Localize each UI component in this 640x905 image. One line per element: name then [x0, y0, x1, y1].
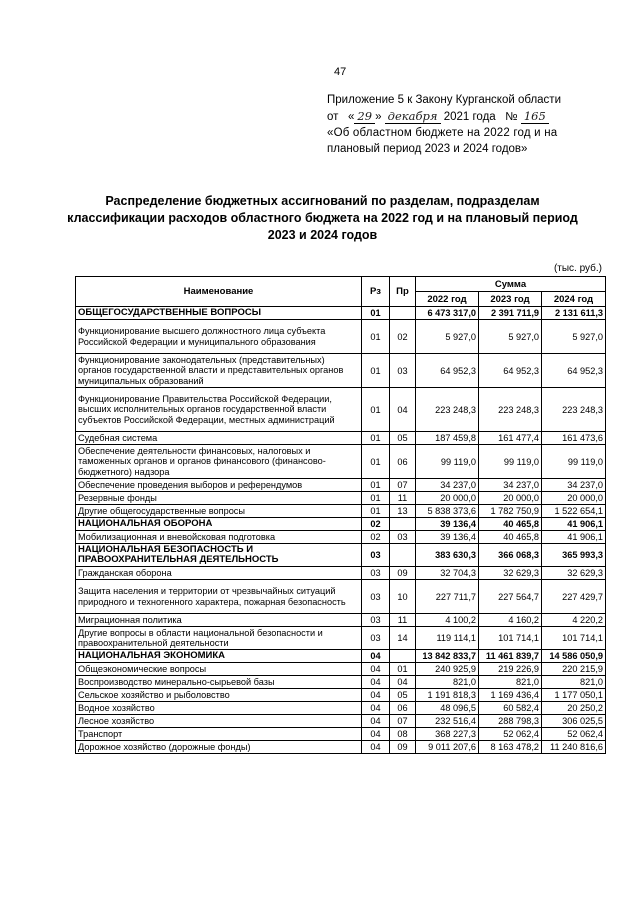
- row-2024: 227 429,7: [542, 580, 606, 614]
- row-rz: 02: [362, 518, 390, 531]
- row-2024: 161 473,6: [542, 432, 606, 445]
- row-rz: 01: [362, 432, 390, 445]
- table-row: [76, 320, 606, 354]
- row-pr: 04: [390, 676, 416, 689]
- row-rz: 01: [362, 505, 390, 518]
- row-2023: 219 226,9: [479, 663, 542, 676]
- row-pr: 04: [390, 388, 416, 432]
- row-2024: 1 522 654,1: [542, 505, 606, 518]
- row-pr: 09: [390, 741, 416, 754]
- row-2024: 64 952,3: [542, 354, 606, 388]
- appendix-line-1: Приложение 5 к Закону Курганской области: [327, 94, 561, 106]
- row-2022: 13 842 833,7: [416, 650, 479, 663]
- number-label: №: [505, 111, 518, 123]
- row-name: Обеспечение проведения выборов и референдумов: [76, 479, 362, 492]
- row-pr: 03: [390, 354, 416, 388]
- row-2024: 99 119,0: [542, 445, 606, 479]
- row-pr: [390, 544, 416, 567]
- row-pr: 02: [390, 320, 416, 354]
- row-2023: 60 582,4: [479, 702, 542, 715]
- row-2024: 101 714,1: [542, 627, 606, 650]
- row-rz: 04: [362, 676, 390, 689]
- header-sum: Сумма: [416, 277, 606, 292]
- row-pr: 01: [390, 663, 416, 676]
- row-name: Другие вопросы в области национальной безопасности и правоохранительной деятельности: [76, 627, 362, 650]
- row-name: ОБЩЕГОСУДАРСТВЕННЫЕ ВОПРОСЫ: [76, 307, 362, 320]
- table-row: [76, 307, 606, 320]
- row-pr: 11: [390, 614, 416, 627]
- row-2024: 34 237,0: [542, 479, 606, 492]
- table-row: [76, 432, 606, 445]
- row-rz: 03: [362, 614, 390, 627]
- row-pr: 09: [390, 567, 416, 580]
- row-2023: 20 000,0: [479, 492, 542, 505]
- row-2024: 2 131 611,3: [542, 307, 606, 320]
- table-row: [76, 627, 606, 650]
- table-row: [76, 544, 606, 567]
- row-rz: 04: [362, 715, 390, 728]
- header-2024: 2024 год: [542, 292, 606, 307]
- row-name: Гражданская оборона: [76, 567, 362, 580]
- row-2022: 821,0: [416, 676, 479, 689]
- handwritten-month: декабря: [385, 109, 441, 124]
- table-row: [76, 580, 606, 614]
- row-2022: 5 927,0: [416, 320, 479, 354]
- row-2022: 240 925,9: [416, 663, 479, 676]
- row-2024: 11 240 816,6: [542, 741, 606, 754]
- table-row: [76, 715, 606, 728]
- table-row: [76, 689, 606, 702]
- row-2023: 64 952,3: [479, 354, 542, 388]
- row-2024: 365 993,3: [542, 544, 606, 567]
- row-2023: 366 068,3: [479, 544, 542, 567]
- table-row: [76, 741, 606, 754]
- row-pr: 05: [390, 432, 416, 445]
- row-pr: 08: [390, 728, 416, 741]
- table-row: [76, 676, 606, 689]
- table-row: [76, 650, 606, 663]
- row-pr: 14: [390, 627, 416, 650]
- row-2024: 41 906,1: [542, 518, 606, 531]
- row-2023: 2 391 711,9: [479, 307, 542, 320]
- row-2024: 20 250,2: [542, 702, 606, 715]
- row-2024: 4 220,2: [542, 614, 606, 627]
- row-2024: 223 248,3: [542, 388, 606, 432]
- table-row: [76, 567, 606, 580]
- row-name: Миграционная политика: [76, 614, 362, 627]
- row-rz: 02: [362, 531, 390, 544]
- row-name: Функционирование Правительства Российской Федерации, высших исполнительных органов государственной власти субъектов Российской Федерации, местных администраций: [76, 388, 362, 432]
- table-row: [76, 518, 606, 531]
- row-name: Резервные фонды: [76, 492, 362, 505]
- appendix-header: [327, 92, 617, 157]
- row-pr: 06: [390, 702, 416, 715]
- row-2024: 306 025,5: [542, 715, 606, 728]
- row-pr: 13: [390, 505, 416, 518]
- row-2023: 1 169 436,4: [479, 689, 542, 702]
- table-row: [76, 531, 606, 544]
- row-2024: 52 062,4: [542, 728, 606, 741]
- row-rz: 04: [362, 650, 390, 663]
- handwritten-number: 165: [521, 109, 549, 124]
- row-rz: 04: [362, 728, 390, 741]
- row-2022: 20 000,0: [416, 492, 479, 505]
- row-name: Транспорт: [76, 728, 362, 741]
- appendix-line-3: «Об областном бюджете на 2022 год и на: [327, 127, 558, 139]
- row-2023: 288 798,3: [479, 715, 542, 728]
- row-2023: 11 461 839,7: [479, 650, 542, 663]
- year-text: 2021 года: [443, 111, 496, 123]
- row-2022: 187 459,8: [416, 432, 479, 445]
- row-2022: 368 227,3: [416, 728, 479, 741]
- quote-close: »: [375, 111, 382, 123]
- header-name: Наименование: [76, 277, 362, 307]
- row-2022: 232 516,4: [416, 715, 479, 728]
- row-2022: 39 136,4: [416, 531, 479, 544]
- row-pr: 10: [390, 580, 416, 614]
- row-rz: 01: [362, 388, 390, 432]
- row-2023: 52 062,4: [479, 728, 542, 741]
- row-2022: 383 630,3: [416, 544, 479, 567]
- row-name: Мобилизационная и вневойсковая подготовка: [76, 531, 362, 544]
- row-rz: 01: [362, 307, 390, 320]
- row-rz: 03: [362, 580, 390, 614]
- row-2023: 223 248,3: [479, 388, 542, 432]
- row-rz: 01: [362, 492, 390, 505]
- row-2024: 821,0: [542, 676, 606, 689]
- row-rz: 04: [362, 741, 390, 754]
- row-name: Функционирование законодательных (представительных) органов государственной власти и представительных органов муниципальных образований: [76, 354, 362, 388]
- row-2022: 34 237,0: [416, 479, 479, 492]
- table-row: [76, 505, 606, 518]
- table-row: [76, 702, 606, 715]
- row-rz: 04: [362, 689, 390, 702]
- quote-open: «: [348, 111, 355, 123]
- row-2022: 5 838 373,6: [416, 505, 479, 518]
- page-number: 47: [334, 66, 347, 78]
- row-2022: 119 114,1: [416, 627, 479, 650]
- row-2022: 32 704,3: [416, 567, 479, 580]
- row-2023: 40 465,8: [479, 531, 542, 544]
- row-rz: 01: [362, 354, 390, 388]
- row-2024: 41 906,1: [542, 531, 606, 544]
- header-pr: Пр: [390, 277, 416, 307]
- row-pr: [390, 650, 416, 663]
- table-row: [76, 445, 606, 479]
- row-2022: 99 119,0: [416, 445, 479, 479]
- row-2024: 220 215,9: [542, 663, 606, 676]
- row-name: Защита населения и территории от чрезвычайных ситуаций природного и техногенного характера, пожарная безопасность: [76, 580, 362, 614]
- row-rz: 03: [362, 544, 390, 567]
- row-name: Водное хозяйство: [76, 702, 362, 715]
- row-rz: 03: [362, 627, 390, 650]
- row-name: Обеспечение деятельности финансовых, налоговых и таможенных органов и органов финансового (финансово-бюджетного) надзора: [76, 445, 362, 479]
- row-rz: 04: [362, 702, 390, 715]
- row-2023: 101 714,1: [479, 627, 542, 650]
- row-name: Сельское хозяйство и рыболовство: [76, 689, 362, 702]
- row-2023: 34 237,0: [479, 479, 542, 492]
- row-rz: 01: [362, 479, 390, 492]
- row-2023: 161 477,4: [479, 432, 542, 445]
- row-2024: 5 927,0: [542, 320, 606, 354]
- handwritten-day: 29: [354, 109, 375, 124]
- row-2024: 14 586 050,9: [542, 650, 606, 663]
- row-2022: 48 096,5: [416, 702, 479, 715]
- header-rz: Рз: [362, 277, 390, 307]
- budget-table: [75, 276, 606, 754]
- row-pr: [390, 518, 416, 531]
- row-rz: 03: [362, 567, 390, 580]
- row-name: НАЦИОНАЛЬНАЯ БЕЗОПАСНОСТЬ И ПРАВООХРАНИТЕЛЬНАЯ ДЕЯТЕЛЬНОСТЬ: [76, 544, 362, 567]
- table-row: [76, 388, 606, 432]
- appendix-line-2: [327, 108, 617, 125]
- row-pr: 07: [390, 715, 416, 728]
- row-name: Воспроизводство минерально-сырьевой базы: [76, 676, 362, 689]
- row-2023: 4 160,2: [479, 614, 542, 627]
- row-2022: 227 711,7: [416, 580, 479, 614]
- row-2022: 9 011 207,6: [416, 741, 479, 754]
- row-rz: 04: [362, 663, 390, 676]
- row-pr: [390, 307, 416, 320]
- row-rz: 01: [362, 445, 390, 479]
- row-name: Другие общегосударственные вопросы: [76, 505, 362, 518]
- table-row: [76, 614, 606, 627]
- row-pr: 05: [390, 689, 416, 702]
- row-pr: 06: [390, 445, 416, 479]
- table-row: [76, 728, 606, 741]
- table-row: [76, 663, 606, 676]
- table-row: [76, 479, 606, 492]
- table-row: [76, 354, 606, 388]
- row-2022: 6 473 317,0: [416, 307, 479, 320]
- row-2023: 8 163 478,2: [479, 741, 542, 754]
- row-2023: 227 564,7: [479, 580, 542, 614]
- document-title: Распределение бюджетных ассигнований по разделам, подразделам классификации расходов областного бюджета на 2022 год и на плановый период 2023 и 2024 годов: [67, 194, 578, 242]
- row-2022: 223 248,3: [416, 388, 479, 432]
- row-pr: 07: [390, 479, 416, 492]
- from-label: от: [327, 111, 339, 123]
- row-2023: 821,0: [479, 676, 542, 689]
- row-2023: 40 465,8: [479, 518, 542, 531]
- row-2022: 64 952,3: [416, 354, 479, 388]
- row-2022: 1 191 818,3: [416, 689, 479, 702]
- row-2023: 32 629,3: [479, 567, 542, 580]
- row-name: Лесное хозяйство: [76, 715, 362, 728]
- row-2024: 32 629,3: [542, 567, 606, 580]
- row-name: НАЦИОНАЛЬНАЯ ОБОРОНА: [76, 518, 362, 531]
- row-2024: 1 177 050,1: [542, 689, 606, 702]
- row-rz: 01: [362, 320, 390, 354]
- row-name: Судебная система: [76, 432, 362, 445]
- row-2023: 1 782 750,9: [479, 505, 542, 518]
- row-2023: 5 927,0: [479, 320, 542, 354]
- row-2024: 20 000,0: [542, 492, 606, 505]
- row-name: НАЦИОНАЛЬНАЯ ЭКОНОМИКА: [76, 650, 362, 663]
- appendix-line-4: плановый период 2023 и 2024 годов»: [327, 143, 528, 155]
- row-2022: 39 136,4: [416, 518, 479, 531]
- header-2022: 2022 год: [416, 292, 479, 307]
- row-2023: 99 119,0: [479, 445, 542, 479]
- table-row: [76, 492, 606, 505]
- row-name: Дорожное хозяйство (дорожные фонды): [76, 741, 362, 754]
- row-name: Общеэкономические вопросы: [76, 663, 362, 676]
- row-pr: 11: [390, 492, 416, 505]
- units-note: (тыс. руб.): [553, 263, 602, 274]
- header-2023: 2023 год: [479, 292, 542, 307]
- row-name: Функционирование высшего должностного лица субъекта Российской Федерации и муниципального образования: [76, 320, 362, 354]
- row-2022: 4 100,2: [416, 614, 479, 627]
- row-pr: 03: [390, 531, 416, 544]
